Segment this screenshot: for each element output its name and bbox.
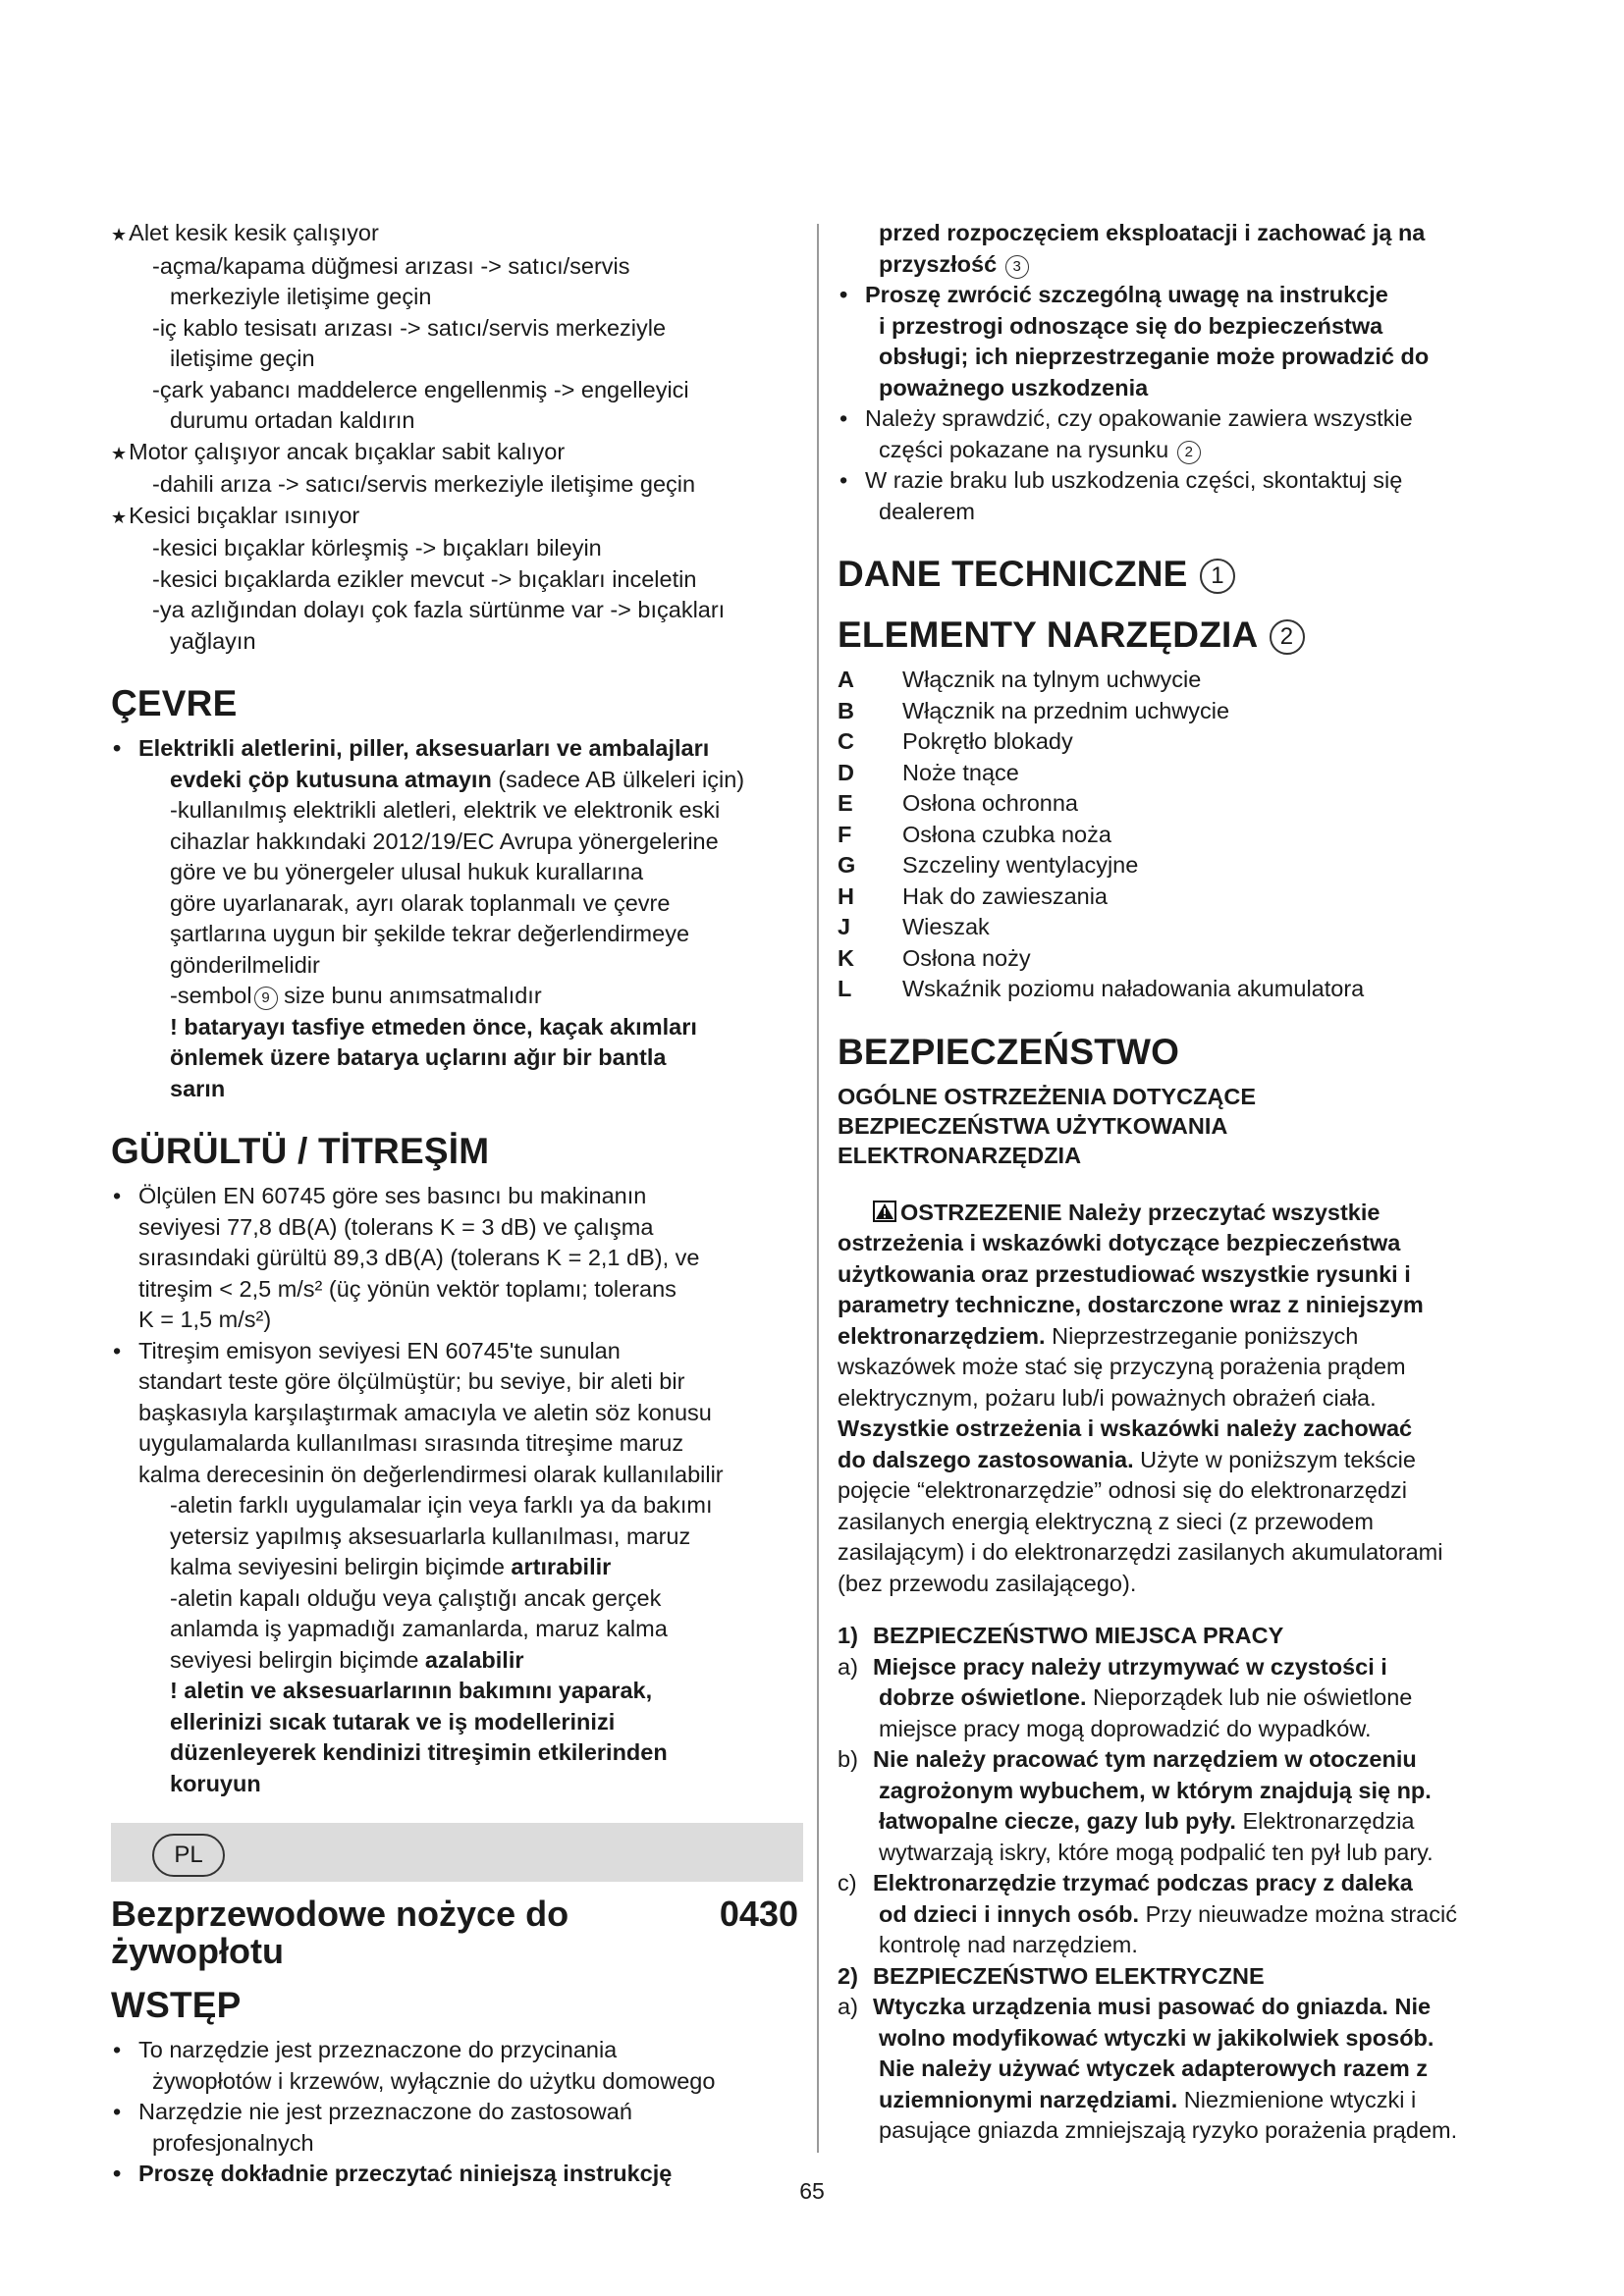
noise-sub-bold: azalabilir: [424, 1646, 524, 1673]
noise-line: seviyesi 77,8 dB(A) (tolerans K = 3 dB) ve çalışma: [138, 1213, 654, 1240]
trouble-text: -kesici bıçaklarda ezikler mevcut -> bıçakları inceletin: [152, 565, 697, 592]
ref-number-icon: 2: [1177, 441, 1201, 464]
section-2-heading: 2) BEZPIECZEŃSTWO ELEKTRYCZNE: [838, 1962, 1265, 1989]
warning-line: [838, 1290, 1515, 1321]
battery-line: ! bataryayı tasfiye etmeden önce, kaçak akımları: [170, 1013, 697, 1040]
trouble-line: [111, 501, 798, 534]
element-key: A: [838, 667, 854, 692]
noise-line: kalma derecesinin ön değerlendirmesi olarak kullanılabilir: [138, 1461, 724, 1487]
element-row: [838, 788, 1515, 820]
element-label: Włącznik na przednim uchwycie: [902, 697, 1230, 723]
right-column: [838, 218, 1515, 2147]
trouble-text: Kesici bıçaklar ısınıyor: [129, 502, 360, 528]
warning-text: użytkowania oraz przestudiować wszystkie rysunki i: [838, 1260, 1411, 1287]
elements-list: [838, 665, 1515, 1005]
dealer-line: • W razie braku lub uszkodzenia części, skontaktuj się: [865, 467, 1403, 493]
general-warnings-line: OGÓLNE OSTRZEŻENIA DOTYCZĄCE: [838, 1083, 1257, 1109]
warning-text: parametry techniczne, dostarczone wraz z niniejszym: [838, 1292, 1424, 1317]
noise-sub-line: [111, 1583, 798, 1615]
warning-line: (bez przewodu zasilającego).: [838, 1570, 1137, 1596]
wstep-line: profesjonalnych: [152, 2129, 314, 2156]
trouble-line: [111, 375, 798, 406]
element-key: H: [838, 882, 854, 909]
section-1-heading: 1) BEZPIECZEŃSTWO MIEJSCA PRACY: [838, 1623, 1284, 1648]
element-row: [838, 820, 1515, 851]
warning-line: [838, 1445, 1515, 1476]
noise-sub-line: [111, 1552, 798, 1583]
noise-warning-line: düzenleyerek kendinizi titreşimin etkilerinden: [170, 1739, 668, 1765]
column-divider: [817, 224, 819, 2153]
battery-line: sarın: [170, 1075, 226, 1101]
trouble-line: [111, 251, 798, 283]
noise-sub-line: [111, 1522, 798, 1553]
wstep-line: • To narzędzie jest przeznaczone do przycinania: [138, 2037, 618, 2062]
trouble-text: Alet kesik kesik çalışıyor: [129, 220, 379, 245]
trouble-text: yağlayın: [170, 627, 256, 654]
warning-text: OSTRZEZENIE Należy przeczytać wszystkie: [900, 1199, 1380, 1225]
element-key: B: [838, 697, 854, 723]
item-1b: b) Nie należy pracować tym narzędziem w otoczeniu zagrożonym wybuchem, w którym znajdują się np. łatwopalne ciecze, gazy lub pyły. Elektronarzędzia wytwarzają iskry, które mogą podpalić ten pył lub pary.: [838, 1746, 1434, 1865]
trouble-line: [111, 533, 798, 564]
battery-line: önlemek üzere batarya uçlarını ağır bir bantla: [170, 1044, 667, 1070]
warning-line: Wszystkie ostrzeżenia i wskazówki należy zachować: [838, 1415, 1413, 1441]
attention-line: i przestrogi odnoszące się do bezpieczeństwa: [879, 312, 1383, 339]
dealer-line: dealerem: [879, 498, 975, 524]
noise-sub-line: [111, 1490, 798, 1522]
noise-line: • Ölçülen EN 60745 göre ses basıncı bu makinanın: [138, 1183, 647, 1208]
noise-sub-text: yetersiz yapılmış aksesuarlarla kullanılması, maruz: [170, 1522, 691, 1549]
product-name: Bezprzewodowe nożyce do: [111, 1894, 569, 1934]
element-row: [838, 696, 1515, 727]
element-row: [838, 665, 1515, 696]
left-column: [111, 218, 798, 2190]
trouble-text: iletişime geçin: [170, 346, 315, 371]
warning-line: zasilającym) i do elektronarzędzi zasilanych akumulatorami: [838, 1539, 1443, 1565]
noise-line: titreşim < 2,5 m/s² (üç yönün vektör toplamı; tolerans: [138, 1275, 677, 1302]
noise-warning: [111, 1676, 798, 1799]
warning-bold: do dalszego zastosowania.: [838, 1446, 1134, 1472]
trouble-line: [111, 313, 798, 345]
element-key: E: [838, 790, 853, 816]
wstep-bullet-2: [111, 2097, 798, 2159]
attention-line: obsługi; ich nieprzestrzeganie może prowadzić do: [879, 344, 1430, 369]
trouble-line: [111, 469, 798, 501]
warning-line: [838, 1198, 1515, 1229]
product-code: 0430: [719, 1894, 798, 1934]
noise-bullet-1: [111, 1181, 798, 1336]
trouble-line: [111, 218, 798, 251]
element-row: [838, 974, 1515, 1005]
section-title-elementy: ELEMENTY NARZĘDZIA 2: [838, 614, 1515, 657]
cevre-line: göre uyarlanarak, ayrı olarak toplanmalı ve çevre: [170, 889, 671, 916]
product-title: [111, 1896, 798, 1933]
warning-line: zasilanych energią elektryczną z sieci (z przewodem: [838, 1508, 1374, 1534]
noise-line: sırasındaki gürültü 89,3 dB(A) (tolerans K = 2,1 dB), ve: [138, 1245, 700, 1270]
troubleshooting-list: [111, 218, 798, 657]
cevre-line: gönderilmelidir: [170, 951, 320, 978]
noise-line: başkasıyla karşılaştırmak amacıyla ve aletin söz konusu: [138, 1399, 712, 1425]
element-label: Wskaźnik poziomu naładowania akumulatora: [902, 976, 1365, 1001]
noise-line: uygulamalarda kullanılması sırasında titreşime maruz: [138, 1430, 684, 1456]
cevre-text: [111, 795, 798, 981]
section-title-noise: GÜRÜLTÜ / TİTREŞİM: [111, 1131, 490, 1171]
element-row: [838, 912, 1515, 943]
warning-line: [838, 1321, 1515, 1353]
noise-sub-1: [111, 1490, 798, 1583]
language-code-badge: PL: [152, 1834, 225, 1877]
element-key: J: [838, 914, 851, 939]
trouble-text: durumu ortadan kaldırın: [170, 407, 415, 433]
noise-bullet-2: [111, 1336, 798, 1491]
noise-sub-text: kalma seviyesini belirgin biçimde: [170, 1554, 512, 1579]
trouble-text: -kesici bıçaklar körleşmiş -> bıçakları bileyin: [152, 535, 602, 561]
cevre-line: cihazlar hakkındaki 2012/19/EC Avrupa yönergelerine: [170, 828, 719, 854]
element-label: Hak do zawieszania: [902, 882, 1108, 909]
cevre-line: -kullanılmış elektrikli aletleri, elektrik ve elektronik eski: [170, 797, 721, 823]
product-title-cont: żywopłotu: [111, 1931, 284, 1971]
warning-block: [838, 1198, 1515, 1600]
ref-number-icon: 3: [1005, 255, 1029, 279]
star-icon: ★: [111, 507, 128, 527]
element-label: Osłona czubka noża: [902, 821, 1111, 847]
section-title-cevre: ÇEVRE: [111, 683, 238, 723]
noise-sub-2: [111, 1583, 798, 1677]
general-warnings-heading: [838, 1082, 1515, 1170]
attention-line: poważnego uszkodzenia: [879, 374, 1149, 400]
check-bullet: • Należy sprawdzić, czy opakowanie zawiera wszystkie części pokazane na rysunku 2: [838, 403, 1515, 465]
trouble-text: Motor çalışıyor ancak bıçaklar sabit kalıyor: [129, 438, 566, 464]
warning-line: elektrycznym, pożaru lub/i poważnych obrażeń ciała.: [838, 1384, 1377, 1411]
noise-warning-line: koruyun: [170, 1770, 261, 1796]
element-row: [838, 881, 1515, 913]
element-row: [838, 943, 1515, 975]
element-label: Osłona ochronna: [902, 790, 1078, 816]
trouble-text: -açma/kapama düğmesi arızası -> satıcı/servis: [152, 252, 630, 279]
warning-text: Nieprzestrzeganie poniższych: [1045, 1322, 1359, 1349]
noise-sub-text: anlamda iş yapmadığı zamanlarda, maruz kalma: [170, 1616, 668, 1641]
noise-sub-text: seviyesi belirgin biçimde: [170, 1646, 425, 1673]
element-label: Pokrętło blokady: [902, 728, 1073, 754]
trouble-line: [111, 405, 798, 437]
warning-text: Użyte w poniższym tekście: [1133, 1446, 1416, 1472]
trouble-text: -çark yabancı maddelerce engellenmiş -> engelleyici: [152, 376, 689, 402]
attention-line: • Proszę zwrócić szczególną uwagę na instrukcje: [865, 282, 1388, 307]
star-icon: ★: [111, 225, 128, 244]
noise-warning-line: ! aletin ve aksesuarlarının bakımını yaparak,: [170, 1678, 653, 1703]
section-title-wstep: WSTĘP: [111, 1985, 242, 2025]
noise-sub-text: -aletin farklı uygulamalar için veya farklı ya da bakımı: [170, 1492, 713, 1518]
wstep-cont-line: przyszłość 3: [838, 249, 1515, 281]
noise-warning-line: ellerinizi sıcak tutarak ve iş modellerinizi: [170, 1708, 616, 1735]
noise-sub-text: -aletin kapalı olduğu veya çalıştığı ancak gerçek: [170, 1584, 662, 1611]
battery-warning: [111, 1012, 798, 1105]
section-title-dane: DANE TECHNICZNE 1: [838, 553, 1515, 596]
ref-number-icon: 1: [1200, 559, 1235, 594]
element-key: C: [838, 728, 854, 754]
trouble-text: -iç kablo tesisatı arızası -> satıcı/servis merkeziyle: [152, 314, 667, 341]
trouble-line: [111, 564, 798, 596]
element-key: D: [838, 759, 854, 785]
cevre-line: şartlarına uygun bir şekilde tekrar değerlendirmeye: [170, 921, 690, 946]
warning-line: [838, 1259, 1515, 1291]
ref-number-icon: 2: [1270, 619, 1305, 655]
cevre-line: göre ve bu yönergeler ulusal hukuk kurallarına: [170, 859, 644, 884]
element-label: Włącznik na tylnym uchwycie: [902, 667, 1202, 692]
item-1c: c) Elektronarzędzie trzymać podczas pracy z daleka od dzieci i innych osób. Przy nieuwadze można stracić kontrolę nad narzędziem.: [838, 1870, 1457, 1957]
element-key: F: [838, 821, 852, 847]
section-title-bezp: BEZPIECZEŃSTWO: [838, 1031, 1180, 1072]
noise-sub-line: [111, 1645, 798, 1677]
trouble-line: [111, 595, 798, 626]
trouble-line: [111, 282, 798, 313]
element-key: L: [838, 976, 852, 1001]
element-row: [838, 726, 1515, 758]
trouble-text: -ya azlığından dolayı çok fazla sürtünme var -> bıçakları: [152, 597, 726, 622]
noise-sub-line: [111, 1614, 798, 1645]
trouble-text: merkeziyle iletişime geçin: [170, 284, 432, 309]
element-row: [838, 850, 1515, 881]
element-row: [838, 758, 1515, 789]
wstep-line: • Narzędzie nie jest przeznaczone do zastosowań: [138, 2099, 632, 2124]
wstep-bullet-1: [111, 2035, 798, 2097]
general-warnings-line: ELEKTRONARZĘDZIA: [838, 1142, 1082, 1168]
element-label: Noże tnące: [902, 759, 1019, 785]
ref-number-icon: 9: [254, 987, 278, 1010]
warning-triangle-icon: [873, 1200, 896, 1221]
noise-line: • Titreşim emisyon seviyesi EN 60745'te sunulan: [138, 1337, 621, 1363]
warning-text: ostrzeżenia i wskazówki dotyczące bezpieczeństwa: [838, 1230, 1401, 1255]
sembol-line: -sembol 9 size bunu anımsatmalıdır: [170, 983, 542, 1008]
trouble-text: -dahili arıza -> satıcı/servis merkeziyle iletişime geçin: [152, 471, 696, 497]
wstep-bullet-3: • Proszę dokładnie przeczytać niniejszą instrukcję: [111, 2159, 798, 2190]
dealer-bullet: [838, 465, 1515, 527]
warning-line: [838, 1228, 1515, 1259]
trouble-line: [111, 344, 798, 375]
warning-line: pojęcie “elektronarzędzie” odnosi się do elektronarzędzi: [838, 1477, 1407, 1503]
attention-bullet: [838, 280, 1515, 403]
noise-line: standart teste göre ölçülmüştür; bu seviye, bir aleti bir: [138, 1368, 685, 1394]
element-key: G: [838, 852, 856, 878]
general-warnings-line: BEZPIECZEŃSTWA UŻYTKOWANIA: [838, 1112, 1228, 1139]
cevre-bullet: • Elektrikli aletlerini, piller, aksesuarları ve ambalajları: [111, 733, 798, 765]
trouble-line: [111, 437, 798, 470]
element-label: Szczeliny wentylacyjne: [902, 852, 1139, 878]
star-icon: ★: [111, 443, 128, 463]
wstep-cont-line: przed rozpoczęciem eksploatacji i zachować ją na: [879, 220, 1426, 245]
wstep-line: żywopłotów i krzewów, wyłącznie do użytku domowego: [152, 2067, 716, 2094]
warning-bold: elektronarzędziem.: [838, 1322, 1046, 1349]
warning-line: wskazówek może stać się przyczyną porażenia prądem: [838, 1354, 1406, 1379]
cevre-line: evdeki çöp kutusuna atmayın (sadece AB ülkeleri için): [170, 766, 745, 792]
noise-sub-bold: artırabilir: [511, 1554, 612, 1579]
language-band: [111, 1823, 803, 1882]
element-key: K: [838, 944, 854, 971]
trouble-line: [111, 626, 798, 658]
page-number: 65: [799, 2178, 825, 2204]
element-label: Osłona noży: [902, 944, 1031, 971]
element-label: Wieszak: [902, 914, 990, 939]
noise-line: K = 1,5 m/s²): [138, 1307, 272, 1332]
item-2a: a) Wtyczka urządzenia musi pasować do gniazda. Nie wolno modyfikować wtyczki w jakikolwiek sposób. Nie należy używać wtyczek adapterowych razem z uziemnionymi narzędziami. Niezmienione wtyczki i pasujące gniazda zmniejszają ryzyko porażenia prądem.: [838, 1994, 1458, 2143]
item-1a: a) Miejsce pracy należy utrzymywać w czystości i dobrze oświetlone. Nieporządek lub nie oświetlone miejsce pracy mogą doprowadzić do wypadków.: [838, 1653, 1413, 1741]
